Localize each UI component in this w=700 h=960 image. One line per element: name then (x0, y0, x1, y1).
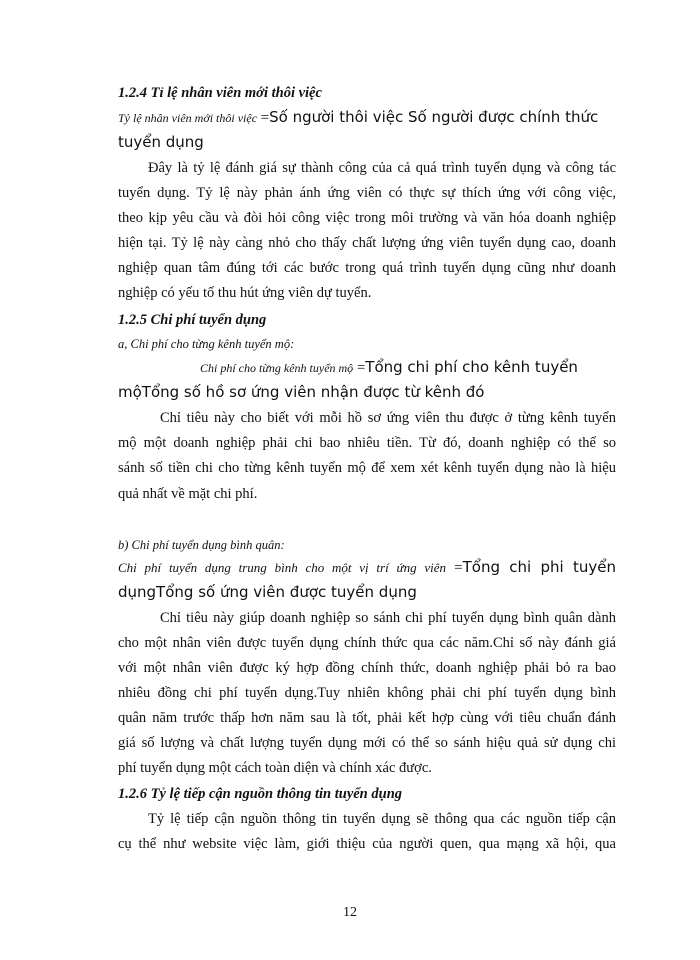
equals-sign: = (454, 560, 463, 576)
formula-rhs-continued: tuyển dụng (118, 133, 204, 151)
formula-rhs: Tổng chi phí cho kênh tuyển (365, 358, 578, 376)
paragraph-line: hiện tại. Tỷ lệ này càng nhỏ cho thấy chất lượng ứng viên tuyển dụng cao, doanh (118, 235, 616, 251)
paragraph-line: Chỉ tiêu này cho biết với mỗi hồ sơ ứng viên thu được ở từng kênh tuyển (160, 410, 616, 426)
paragraph-line: giá số lượng và chất lượng tuyển dụng mới có thể so sánh hiệu quả sử dụng chi (118, 735, 616, 751)
section-heading-1-2-6: 1.2.6 Tỷ lệ tiếp cận nguồn thông tin tuyển dụng (118, 786, 403, 802)
formula-rhs-continued: dụngTổng số ứng viên được tuyển dụng (118, 583, 417, 601)
formula-rhs: Số người thôi việc Số người được chính thức (269, 108, 599, 126)
paragraph-line: Đây là tỷ lệ đánh giá sự thành công của cả quá trình tuyển dụng và công tác (148, 160, 616, 176)
paragraph-line: quân năm trước thấp hơn năm sau là tốt, phải kết hợp cùng với tiêu chuẩn đánh (118, 710, 616, 726)
subheading-a: a, Chi phí cho từng kênh tuyển mộ: (118, 337, 295, 351)
paragraph-line: phí tuyển dụng một cách toàn diện và chính xác được. (118, 760, 432, 776)
paragraph-line: mộ một doanh nghiệp phải chi bao nhiêu tiền. Từ đó, doanh nghiệp có thể so (118, 435, 616, 451)
subheading-b: b) Chi phí tuyển dụng bình quân: (118, 538, 285, 552)
paragraph-line: cụ thể như website việc làm, giới thiệu của người quen, qua mạng xã hội, qua (118, 836, 616, 852)
paragraph-line: tuyển dụng. Tỷ lệ này phản ánh ứng viên có thực sự thích ứng với công việc, (118, 185, 616, 201)
paragraph-line: theo kịp yêu cầu và đòi hỏi công việc trong môi trường và văn hóa doanh nghiệp (118, 210, 616, 226)
formula-label: Chi phí tuyển dụng trung bình cho một vị trí ứng viên (118, 560, 447, 575)
paragraph-line: sánh số tiền chi cho từng kênh tuyển mộ để xem xét kênh tuyển dụng nào là hiệu (118, 460, 616, 476)
formula-channel-cost (200, 357, 578, 378)
page-number: 12 (343, 905, 357, 920)
paragraph-line: nghiệp quan tâm đúng tới các bước trong quá trình tuyển dụng cũng như doanh (118, 260, 616, 276)
paragraph-line: Chỉ tiêu này giúp doanh nghiệp so sánh chi phí tuyển dụng bình quân dành (160, 610, 616, 626)
equals-sign: = (356, 360, 366, 376)
paragraph-line: quả nhất về mặt chi phí. (118, 486, 258, 502)
equals-sign: = (260, 110, 270, 126)
section-heading-1-2-5: 1.2.5 Chi phí tuyển dụng (118, 312, 267, 328)
formula-avg-cost (118, 557, 616, 578)
paragraph-line: nghiệp có yếu tố thu hút ứng viên dự tuyển. (118, 285, 372, 301)
formula-label: Chi phí cho từng kênh tuyển mộ (200, 361, 354, 375)
formula-rhs-continued: mộTổng số hồ sơ ứng viên nhận được từ kênh đó (118, 383, 485, 401)
formula-label: Tỷ lệ nhân viên mới thôi việc (118, 111, 258, 125)
paragraph-line: Tỷ lệ tiếp cận nguồn thông tin tuyển dụng sẽ thông qua các nguồn tiếp cận (148, 811, 616, 827)
paragraph-line: nhiêu đồng chi phí tuyển dụng.Tuy nhiên không phải chi phí tuyển dụng bình (118, 685, 616, 701)
formula-staff-turnover (118, 107, 598, 128)
paragraph-line: với một nhân viên được ký hợp đồng chính thức, doanh nghiệp phải bỏ ra bao (118, 660, 616, 676)
paragraph-line: cho một nhân viên được tuyển dụng chính thức qua các năm.Chỉ số này đánh giá (118, 635, 616, 651)
formula-rhs: Tổng chi phi tuyển (462, 558, 616, 576)
section-heading-1-2-4: 1.2.4 Tỉ lệ nhân viên mới thôi việc (118, 85, 322, 101)
